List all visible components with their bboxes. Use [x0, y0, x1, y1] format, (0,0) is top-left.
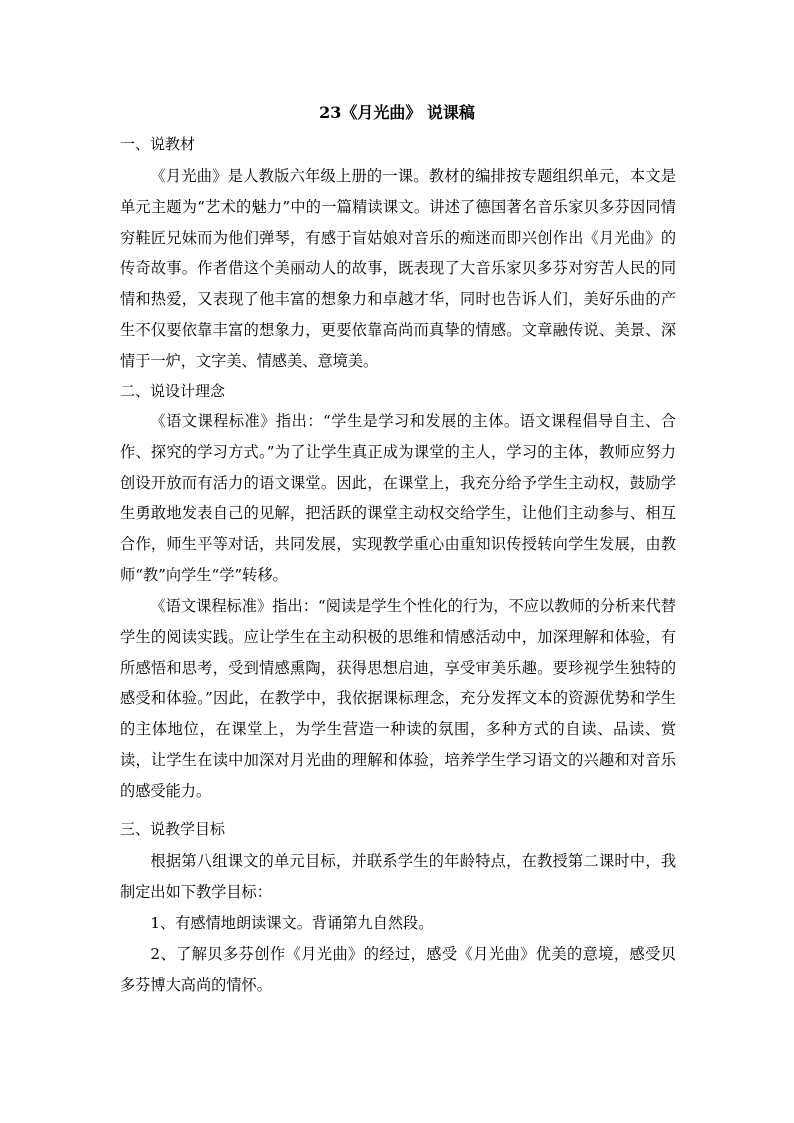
section-heading-design-concept: 二、说设计理念 [120, 382, 226, 400]
paragraph-design-concept-1: 《语文课程标准》指出：“学生是学习和发展的主体。语文课程倡导自主、合作、探究的学习方式。”为了让学生真正成为课堂的主人，学习的主体，教师应努力创设开放而有活力的语文课堂。因此，在课堂上，我充分给予学生主动权，鼓励学生勇敢地发表自己的见解，把活跃的课堂主动权交给学生，让他们主动参与、相互合作，师生平等对话，共同发展，实现教学重心由重知识传授转向学生发展，由教师“教”向学生“学”转移。 [120, 412, 676, 584]
document-title: 23《月光曲》 说课稿 [319, 103, 475, 122]
paragraph-teaching-goal-1: 1、有感情地朗读课文。背诵第九自然段。 [150, 914, 434, 932]
section-heading-teaching-goals: 三、说教学目标 [120, 820, 226, 838]
paragraph-design-concept-2: 《语文课程标准》指出：“阅读是学生个性化的行为，不应以教师的分析来代替学生的阅读实践。应让学生在主动积极的思维和情感活动中，加深理解和体验，有所感悟和思考，受到情感熏陶，获得思想启迪，享受审美乐趣。要珍视学生独特的感受和体验。”因此，在教学中，我依据课标理念，充分发挥文本的资源优势和学生的主体地位，在课堂上，为学生营造一种读的氛围，多种方式的自读、品读、赏读，让学生在读中加深对月光曲的理解和体验，培养学生学习语文的兴趣和对音乐的感受能力。 [120, 597, 676, 800]
section-heading-teaching-material: 一、说教材 [120, 135, 196, 153]
paragraph-teaching-material: 《月光曲》是人教版六年级上册的一课。教材的编排按专题组织单元，本文是单元主题为“艺术的魅力”中的一篇精读课文。讲述了德国著名音乐家贝多芬因同情穷鞋匠兄妹而为他们弹琴，有感于盲姑娘对音乐的痴迷而即兴创作出《月光曲》的传奇故事。作者借这个美丽动人的故事，既表现了大音乐家贝多芬对穷苦人民的同情和热爱，又表现了他丰富的想象力和卓越才华，同时也告诉人们，美好乐曲的产生不仅要依靠丰富的想象力，更要依靠高尚而真挚的情感。文章融传说、美景、深情于一炉，文字美、情感美、意境美。 [120, 167, 676, 370]
paragraph-teaching-goals-intro: 根据第八组课文的单元目标，并联系学生的年龄特点，在教授第二课时中，我制定出如下教学目标： [120, 852, 676, 901]
paragraph-teaching-goal-2: 2、了解贝多芬创作《月光曲》的经过，感受《月光曲》优美的意境，感受贝多芬博大高尚的情怀。 [120, 945, 676, 994]
